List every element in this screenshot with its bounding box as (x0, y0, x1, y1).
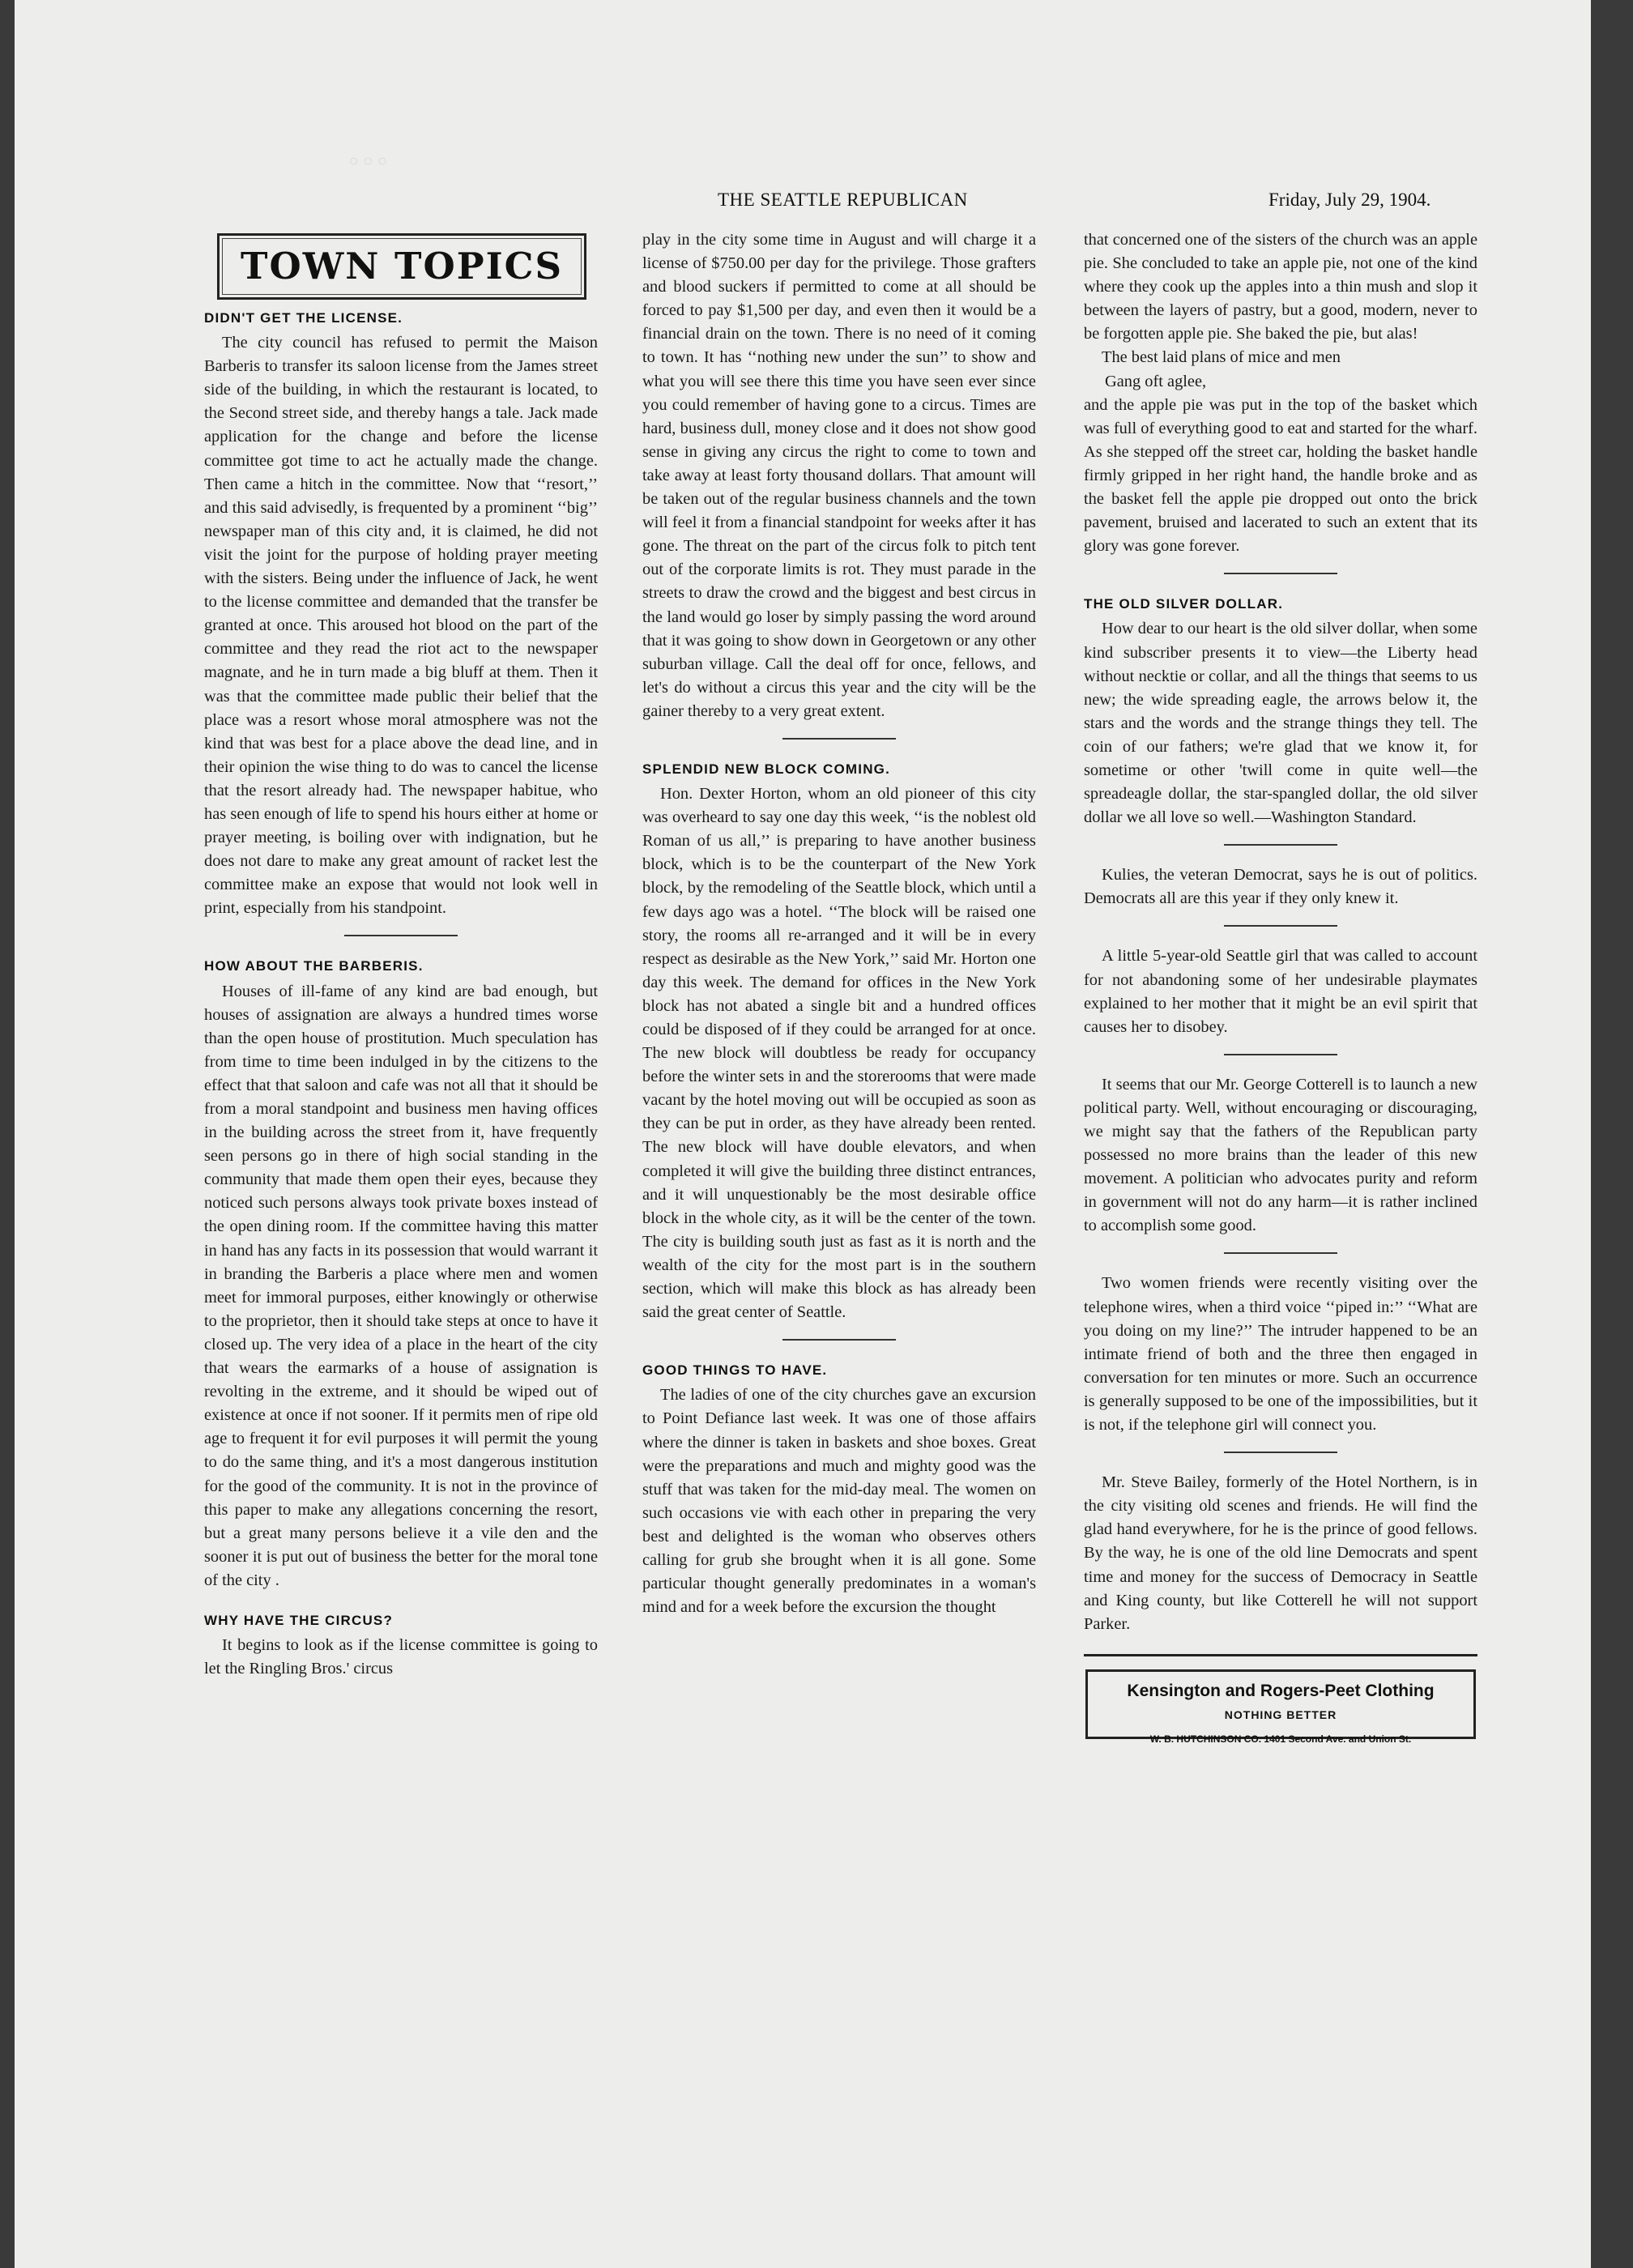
article-body-good-things-start: The ladies of one of the city churches gave an excursion to Point Defiance last week. It was one of those affairs where the dinner is taken in baskets and shoe boxes. Great were the preparations and much and mighty good was the stuff that was taken for the mid-day meal. The women on such occasions vie with each other in preparing the very best and delighted is the woman who observes others calling for grub she brought when it is all gone. Some particular thought generally predominates in a woman's mind and for a week before the excursion the thought (642, 1386, 1036, 1617)
article-body-block: Hon. Dexter Horton, whom an old pioneer of this city was overheard to say one day this week, ‘‘is the noblest old Roman of us all,’’ is preparing to have another business block, which is to be the counterpart of the New York block, by the remodeling of the Seattle block, which until a few days ago was a hotel. ‘‘The block will be raised one story, the rooms all re-arranged and it will be in every respect as desirable as the New York,’’ said Mr. Horton one day this week. The demand for offices in the New York block has not abated a single bit and a hundred offices could be disposed of if they could be arranged for at once. The new block will doubtless be ready for occupancy before the winter sets in and the storerooms that were made vacant by the hotel moving out will be occupied as soon as they can be put in order, as they have already been rented. The new block will have double elevators, and when completed it will give the building three distinct entrances, and it will unquestionably be the most desirable office block in the whole city, as it will be the center of the town. The city is building south just as fast as it is north and the wealth of the city for the most part is in the southern section, which will make this block as has already been said the great center of Seattle. (642, 785, 1036, 1322)
article-separator (344, 935, 458, 936)
article-separator (1224, 1054, 1337, 1055)
article-body-good-things-end: and the apple pie was put in the top of the basket which was full of everything good to eat and started for the wharf. As she stepped off the street car, holding the basket handle firmly gripped in her right hand, the handle broke and as the basket fell the apple pie dropped out onto the brick pavement, bruised and lacerated to such an extent that its glory was gone forever. (1084, 395, 1477, 556)
advertisement-slogan: NOTHING BETTER (1224, 1707, 1337, 1721)
section-title: TOWN TOPICS (241, 245, 563, 288)
library-stamp: ○ ○ ○ (348, 152, 387, 170)
article-separator (1224, 1452, 1337, 1453)
article-body-circus-start: It begins to look as if the license committee is going to let the Ringling Bros.' circus (204, 1636, 598, 1678)
advertisement-title: Kensington and Rogers-Peet Clothing (1127, 1681, 1435, 1700)
article-body-license: The city council has refused to permit the Maison Barberis to transfer its saloon license from the James street side of the building, in which the restaurant is located, to the Second street side, and thereby hangs a tale. Jack made application for the change and before the license committee got time to act he actually made the change. Then came a hitch in the committee. Now that ‘‘resort,’’ and this said advisedly, is frequented by a prominent ‘‘big’’ newspaper man of this city and, it is claimed, he did not visit the joint for the purpose of holding prayer meeting with the sisters. Being under the influence of Jack, he went to the license committee and demanded that the transfer be granted at once. This aroused hot blood on the part of the committee and they read the riot act to the newspaper magnate, and he in turn made a big bluff at them. Then it was that the committee made public their belief that the place was a resort whose moral atmosphere was not the kind that was best for a place above the dead line, and in their opinion the wise thing to do was to cancel the license that the resort already had. The newspaper habitue, who has seen enough of life to spend his hours either at home or prayer meeting, is boiling over with indignation, but he does not dare to make any great amount of racket lest the committee make an expose that would not look well in print, especially from his standpoint. (204, 334, 598, 918)
page-header (15, 186, 1591, 219)
article-separator (782, 738, 896, 740)
spacer (204, 1601, 598, 1609)
item-cotterell: It seems that our Mr. George Cotterell is to launch a new political party. Well, without encouraging or discouraging, we might say that the fathers of the Republican party possessed no more brains than the leader of this new movement. A politician who advocates purity and reform in government will not do any harm—it is rather inclined to accomplish some good. (1084, 1075, 1477, 1235)
verse-line-2: Gang oft aglee, (1105, 372, 1207, 390)
article-heading-circus: WHY HAVE THE CIRCUS? (204, 1612, 394, 1628)
article-body-silver-dollar: How dear to our heart is the old silver dollar, when some kind subscriber presents it to view—the Liberty head without necktie or collar, and all the things that seems to us new; the wide spreading eagle, the arrows below it, the stars and the words and the strange things they tell. The coin of our fathers; we're glad that we know it, for sometime or other 'twill come in quite well—the spreadeagle dollar, the star-spangled dollar, the old silver dollar we all love so well.—Washington Standard. (1084, 620, 1477, 827)
item-little-girl: A little 5-year-old Seattle girl that was called to account for not abandoning some of her undesirable playmates explained to her mother that it might be an evil spirit that causes her to disobey. (1084, 947, 1477, 1036)
item-bailey: Mr. Steve Bailey, formerly of the Hotel Northern, is in the city visiting old scenes and friends. He will find the glad hand everywhere, for he is the prince of good fellows. By the way, he is one of the old line Democrats and spent time and money for the success of Democracy in Seattle and King county, but like Cotterell he will not support Parker. (1084, 1473, 1477, 1633)
verse-line-1: The best laid plans of mice and men (1102, 348, 1341, 367)
article-heading-good-things: GOOD THINGS TO HAVE. (642, 1362, 828, 1379)
article-separator (1224, 1252, 1337, 1254)
advertisement-rule (1084, 1654, 1477, 1656)
advertisement-address: W. B. HUTCHINSON CO. 1401 Second Ave. and Union St. (1149, 1733, 1412, 1745)
newspaper-page (15, 0, 1591, 2268)
article-heading-barberis: HOW ABOUT THE BARBERIS. (204, 958, 424, 974)
article-body-good-things-continued: that concerned one of the sisters of the church was an apple pie. She concluded to take an apple pie, not one of the kind where they cook up the apples into a thin mush and slop it between the layers of pastry, but a good, modern, never to be forgotten apple pie. She baked the pie, but alas! (1084, 231, 1477, 343)
spacer (204, 1592, 598, 1601)
column-2 (642, 228, 1036, 2205)
column-1 (204, 228, 598, 2205)
newspaper-name: THE SEATTLE REPUBLICAN (718, 190, 968, 210)
article-separator (1224, 925, 1337, 927)
article-heading-silver-dollar: THE OLD SILVER DOLLAR. (1084, 596, 1284, 612)
section-masthead (217, 233, 586, 300)
article-heading-block: SPLENDID NEW BLOCK COMING. (642, 761, 891, 777)
column-3 (1084, 228, 1477, 2205)
issue-date: Friday, July 29, 1904. (1268, 190, 1431, 210)
item-telephone: Two women friends were recently visiting over the telephone wires, when a third voice ‘‘piped in:’’ ‘‘What are you doing on my line?’’ The intruder happened to be an intimate friend of both and the three then engaged in conversation for ten minutes or more. Such an occurrence is generally supposed to be one of the impossibilities, but it is not, if the telephone girl will connect you. (1084, 1274, 1477, 1435)
article-heading-license: DIDN'T GET THE LICENSE. (204, 310, 403, 326)
article-separator (1224, 573, 1337, 574)
article-separator (1224, 844, 1337, 846)
item-kulies: Kulies, the veteran Democrat, says he is out of politics. Democrats all are this year if they only knew it. (1084, 866, 1477, 908)
advertisement-box (1085, 1669, 1476, 1745)
article-body-barberis: Houses of ill-fame of any kind are bad enough, but houses of assignation are always a hundred times worse than the open house of prostitution. Much speculation has from time to time been indulged in by the citizens to the effect that that saloon and cafe was not all that it should be from a moral standpoint and business men having offices in the building across the street from it, have frequently seen persons go in there of high social standing in the community that made them open their eyes, because they noticed such persons always took private boxes instead of the open dining room. If the committee having this matter in hand has any facts in its possession that would warrant it in branding the Barberis a place where men and women meet for immoral purposes, either knowingly or otherwise to the proprietor, then it should take steps at once to have it closed up. The very idea of a place in the heart of the city that wears the earmarks of a house of assignation is revolting in the extreme, and it should be wiped out of existence at once if not sooner. If it permits men of ripe old age to frequent it for evil purposes it will permit the young to do the same thing, and it's a most dangerous institution for the good of the community. It is not in the province of this paper to make any allegations concerning the resort, but a great many persons believe it a vile den and the sooner it is put out of business the better for the moral tone of the city . (204, 982, 598, 1589)
article-body-circus-continued: play in the city some time in August and will charge it a license of $750.00 per day for the privilege. Those grafters and blood suckers if permitted to come at all should be forced to pay $1,500 per day, and even then it would be a financial drain on the town. There is no need of it coming to town. It has ‘‘nothing new under the sun’’ to show and what you will see there this time you have seen ever since you could remember of having gone to a circus. Times are hard, business dull, money close and it does not show good sense in giving any circus the right to come to town and take away at least forty thousand dollars. That amount will be taken out of the regular business channels and the town will feel it from a financial standpoint for weeks after it has gone. The threat on the part of the circus folk to pitch tent out of the corporate limits is rot. They must parade in the streets to draw the crowd and the biggest and best circus in the land would go loser by simply passing the word around that it was going to show down in Georgetown or any other suburban village. Call the deal off for once, fellows, and let's do without a circus this year and the city will be the gainer thereby to a very great extent. (642, 231, 1036, 720)
article-separator (782, 1339, 896, 1341)
